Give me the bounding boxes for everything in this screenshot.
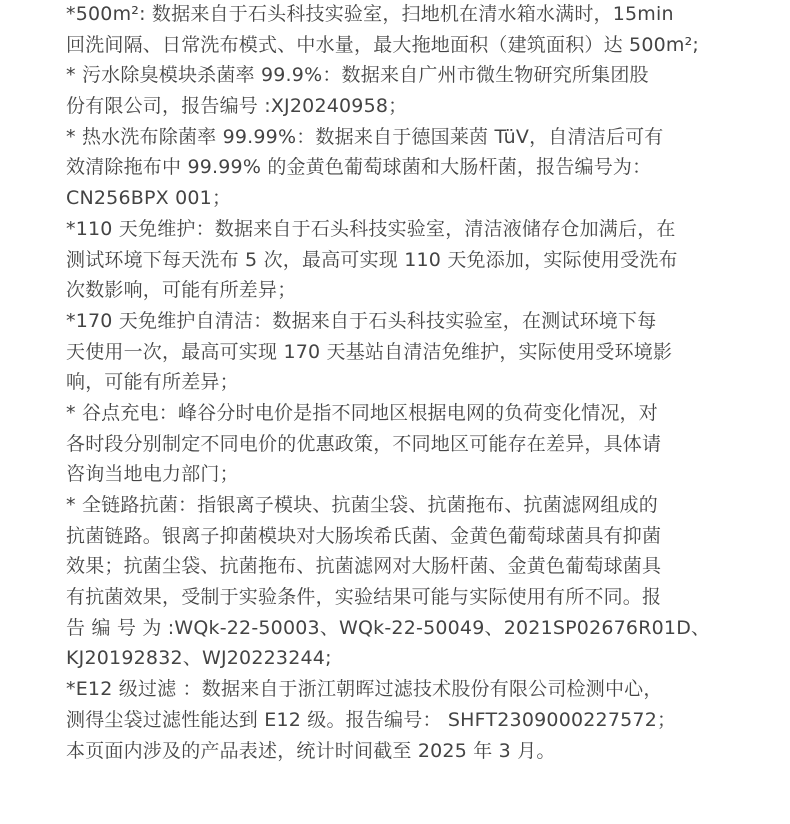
note-line: *E12 级过滤 ：数据来自于浙江朝晖过滤技术股份有限公司检测中心， (66, 678, 663, 701)
note-line: * 污水除臭模块杀菌率 99.9%：数据来自广州市微生物研究所集团股 (66, 64, 649, 87)
footnotes (66, 0, 726, 766)
note-line: *500m²: 数据来自于石头科技实验室，扫地机在清水箱水满时，15min (66, 3, 674, 25)
note-line: *110 天免维护：数据来自于石头科技实验室，清洁液储存仓加满后，在 (66, 217, 676, 240)
note-line: 咨询当地电力部门； (66, 463, 239, 486)
note-line: KJ20192832、WJ20223244; (66, 647, 332, 670)
note-line: 回洗间隔、日常洗布模式、中水量，最大拖地面积（建筑面积）达 500m²; (66, 33, 700, 56)
note-line: 测试环境下每天洗布 5 次，最高可实现 110 天免添加，实际使用受洗布 (66, 248, 678, 271)
note-line: * 热水洗布除菌率 99.99%：数据来自于德国莱茵 TüV，自清洁后可有 (66, 125, 664, 148)
note-line: 测得尘袋过滤性能达到 E12 级。报告编号： SHFT2309000227572； (66, 708, 677, 731)
note-line: 天使用一次，最高可实现 170 天基站自清洁免维护，实际使用受环境影 (66, 340, 673, 363)
note-line: 效果；抗菌尘袋、抗菌拖布、抗菌滤网对大肠杆菌、金黄色葡萄球菌具 (66, 555, 662, 578)
note-line: 响，可能有所差异； (66, 371, 239, 394)
note-line: 有抗菌效果，受制于实验条件，实验结果可能与实际使用有所不同。报 (66, 586, 662, 609)
note-line: 份有限公司，报告编号 :XJ20240958； (66, 95, 408, 118)
note-line: 本页面内涉及的产品表述，统计时间截至 2025 年 3 月。 (66, 739, 556, 762)
note-line: 次数影响，可能有所差异； (66, 279, 297, 302)
note-line: 告 编 号 为 :WQk-22-50003、WQk-22-50049、2021SP02676R01D、 (66, 616, 711, 639)
note-line: * 谷点充电：峰谷分时电价是指不同地区根据电网的负荷变化情况，对 (66, 401, 658, 424)
note-line: 抗菌链路。银离子抑菌模块对大肠埃希氏菌、金黄色葡萄球菌具有抑菌 (66, 524, 662, 547)
note-line: CN256BPX 001； (66, 187, 232, 210)
note-line: * 全链路抗菌：指银离子模块、抗菌尘袋、抗菌拖布、抗菌滤网组成的 (66, 494, 658, 516)
note-line: 效清除拖布中 99.99% 的金黄色葡萄球菌和大肠杆菌，报告编号为： (66, 156, 652, 179)
note-line: 各时段分别制定不同电价的优惠政策，不同地区可能存在差异，具体请 (66, 432, 662, 455)
note-line: *170 天免维护自清洁：数据来自于石头科技实验室，在测试环境下每 (66, 309, 657, 332)
